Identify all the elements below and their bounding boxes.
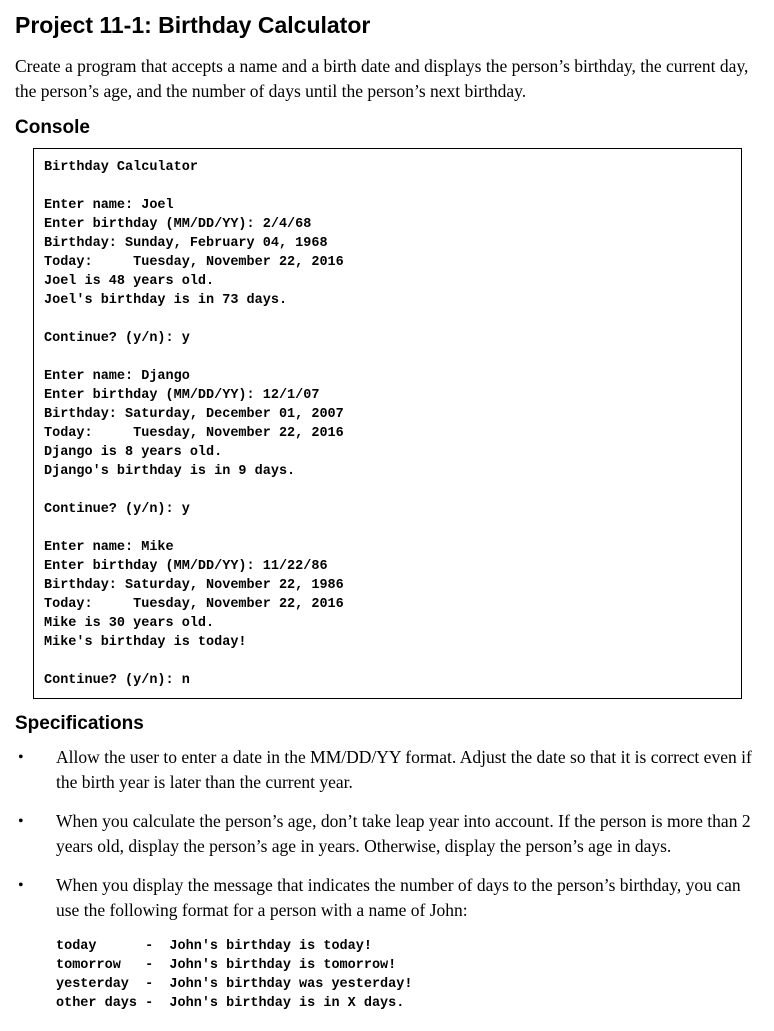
- spec-text: Allow the user to enter a date in the MM/DD/YY format. Adjust the date so that it is correct even if the birth year is later than the current year.: [56, 747, 752, 792]
- spec-text: When you calculate the person’s age, don’t take leap year into account. If the person is more than 2 years old, display the person’s age in years. Otherwise, display the person’s age in days.: [56, 811, 751, 856]
- bullet-icon: •: [18, 749, 24, 766]
- spec-item: [15, 745, 758, 795]
- console-heading: Console: [15, 117, 90, 138]
- specifications-list: [15, 745, 758, 923]
- intro-paragraph: Create a program that accepts a name and a birth date and displays the person’s birthday, the current day, the person’s age, and the number of days until the person’s next birthday.: [15, 56, 749, 101]
- page-title: Project 11-1: Birthday Calculator: [15, 12, 371, 38]
- format-examples: today - John's birthday is today! tomorrow - John's birthday is tomorrow! yesterday - John's birthday was yesterday! other days - John's birthday is in X days.: [56, 939, 413, 1011]
- spec-item: [15, 809, 758, 859]
- console-output: Birthday Calculator Enter name: Joel Enter birthday (MM/DD/YY): 2/4/68 Birthday: Sunday, February 04, 1968 Today: Tuesday, November 22, 2016 Joel is 48 years old. Joel's birthday is in 73 days. Continue? (y/n): y Enter name: Django Enter birthday (MM/DD/YY): 12/1/07 Birthday: Saturday, December 01, 2007 Today: Tuesday, November 22, 2016 Django is 8 years old. Django's birthday is in 9 days. Continue? (y/n): y Enter name: Mike Enter birthday (MM/DD/YY): 11/22/86 Birthday: Saturday, November 22, 1986 Today: Tuesday, November 22, 2016 Mike is 30 years old. Mike's birthday is today! Continue? (y/n): n: [33, 148, 742, 699]
- specifications-heading: Specifications: [15, 713, 144, 734]
- spec-item: [15, 873, 758, 923]
- bullet-icon: •: [18, 813, 24, 830]
- bullet-icon: •: [18, 877, 24, 894]
- spec-text: When you display the message that indicates the number of days to the person’s birthday, you can use the following format for a person with a name of John:: [56, 875, 741, 920]
